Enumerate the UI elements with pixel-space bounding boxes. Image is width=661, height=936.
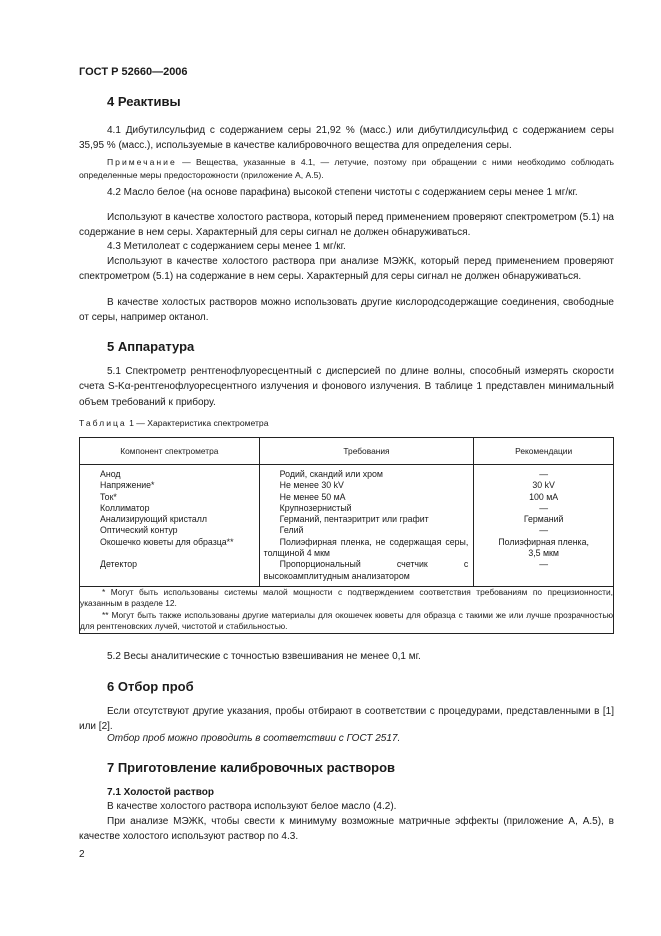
table-cell: Родий, скандий или хром	[279, 469, 383, 479]
paragraph-7-1-meje: При анализе МЭЖК, чтобы свести к минимуму возможные матричные эффекты (приложение А, А.5), в качестве холостого используют раствор по 4.3.	[79, 816, 614, 843]
table-cell: Германий	[523, 514, 564, 525]
table-cell: Полиэфирная пленка, не содержащая серы, толщиной 4 мкм	[263, 536, 469, 559]
paragraph-4-1: 4.1 Дибутилсульфид с содержанием серы 21,92 % (масс.) или дибутилдисульфид с содержанием серы 35,95 % (масс.), используемые в качестве калибровочного вещества для определения серы.	[79, 125, 614, 152]
table-cell: Анализирующий кристалл	[100, 514, 208, 525]
table-cell: Окошечко кюветы для образца**	[100, 536, 234, 547]
table-cell: —	[539, 469, 549, 479]
table-cell: Напряжение*	[100, 480, 155, 491]
table-cell: Коллиматор	[100, 502, 150, 513]
table-footnote-1: * Могут быть использованы системы малой мощности с подтверждением соответствия требованиям по прецизионности, указанным в разделе 12.	[80, 586, 613, 609]
table-cell: —	[539, 559, 549, 570]
paragraph-4-2: 4.2 Масло белое (на основе парафина) высокой степени чистоты с содержанием серы менее 1 мг/кг.	[107, 187, 578, 198]
table-footnote-2: ** Могут быть также использованы другие материалы для окошечек кюветы для образца с такими же или лучше прозрачностью для рентгеновских лучей, чистотой и стабильностью.	[80, 609, 613, 632]
table-cell: Гелий	[279, 525, 304, 536]
section-4-heading: 4 Реактивы	[107, 94, 181, 109]
table-cell: Германий, пентаэритрит или графит	[279, 514, 429, 525]
table-caption-text: 1 — Характеристика спектрометра	[126, 418, 269, 428]
paragraph-6-2: Отбор проб можно проводить в соответствии с ГОСТ 2517.	[107, 733, 401, 744]
section-7-heading: 7 Приготовление калибровочных растворов	[107, 760, 396, 775]
table-caption	[79, 418, 269, 428]
table-footnotes-row	[80, 586, 614, 633]
paragraph-5-1: 5.1 Спектрометр рентгенофлуоресцентный с дисперсией по длине волны, способный измерять скорости счета S-Kα-рентгенофлуоресцентного излучения и фонового излучения. В таблице 1 представлен минимальный объем требований к прибору.	[79, 366, 614, 408]
table-cell	[100, 548, 259, 559]
table-cell: 30 kV	[532, 480, 555, 491]
paragraph-4-2-usage: Используют в качестве холостого раствора, который перед применением проверяют спектрометром (5.1) на содержание в нем серы. Характерный для серы сигнал не должен обнаруживаться.	[79, 212, 614, 239]
note-text: — Вещества, указанные в 4.1, — летучие, поэтому при обращении с ними необходимо соблюдать определенные меры предосторожности (приложение А, А.5).	[79, 157, 614, 180]
spectrometer-table	[79, 437, 614, 634]
paragraph-5-2: 5.2 Весы аналитические с точностью взвешивания не менее 0,1 мг.	[107, 651, 421, 662]
table-cell: Ток*	[100, 491, 117, 502]
table-cell: Полиэфирная пленка,	[498, 536, 589, 547]
paragraph-6-1: Если отсутствуют другие указания, пробы отбирают в соответствии с процедурами, представленными в [1] или [2].	[79, 706, 614, 733]
table-header-component: Компонент спектрометра	[80, 438, 260, 465]
document-header: ГОСТ Р 52660—2006	[79, 66, 188, 78]
table-cell: Не менее 50 мА	[279, 491, 346, 502]
paragraph-4-3-usage: Используют в качестве холостого раствора при анализе МЭЖК, который перед применением проверяют спектрометром (5.1) на содержание в нем серы. Характерный для серы сигнал не должен обнаруживаться.	[79, 256, 614, 283]
paragraph-4-alt: В качестве холостых растворов можно использовать другие кислородсодержащие соединения, свободные от серы, например октанол.	[79, 297, 614, 324]
paragraph-4-3: 4.3 Метилолеат с содержанием серы менее 1 мг/кг.	[107, 241, 346, 252]
table-cell: Оптический контур	[100, 525, 178, 536]
table-cell: 3,5 мкм	[528, 548, 559, 559]
table-label: Таблица	[79, 418, 127, 428]
table-header-recommendations: Рекомендации	[474, 438, 614, 465]
table-cell: Пропорциональный счетчик с высокоамплитудным анализатором	[263, 559, 469, 581]
section-6-heading: 6 Отбор проб	[107, 679, 194, 694]
table-header-row	[80, 438, 614, 465]
table-cell: 100 мА	[529, 491, 559, 502]
page-number: 2	[79, 849, 85, 860]
table-body-row	[80, 465, 614, 587]
note-4-1	[79, 156, 614, 182]
table-cell: Крупнозернистый	[279, 502, 352, 513]
table-cell: —	[539, 525, 549, 536]
table-cell: —	[539, 502, 549, 513]
table-cell: Детектор	[100, 559, 138, 570]
table-cell: Анод	[100, 469, 121, 479]
table-header-requirements: Требования	[259, 438, 474, 465]
section-5-heading: 5 Аппаратура	[107, 339, 195, 354]
table-cell: Не менее 30 kV	[279, 480, 344, 491]
subsection-7-1-heading: 7.1 Холостой раствор	[107, 787, 214, 798]
note-label: Примечание	[107, 157, 177, 167]
paragraph-7-1: В качестве холостого раствора используют белое масло (4.2).	[107, 801, 397, 812]
